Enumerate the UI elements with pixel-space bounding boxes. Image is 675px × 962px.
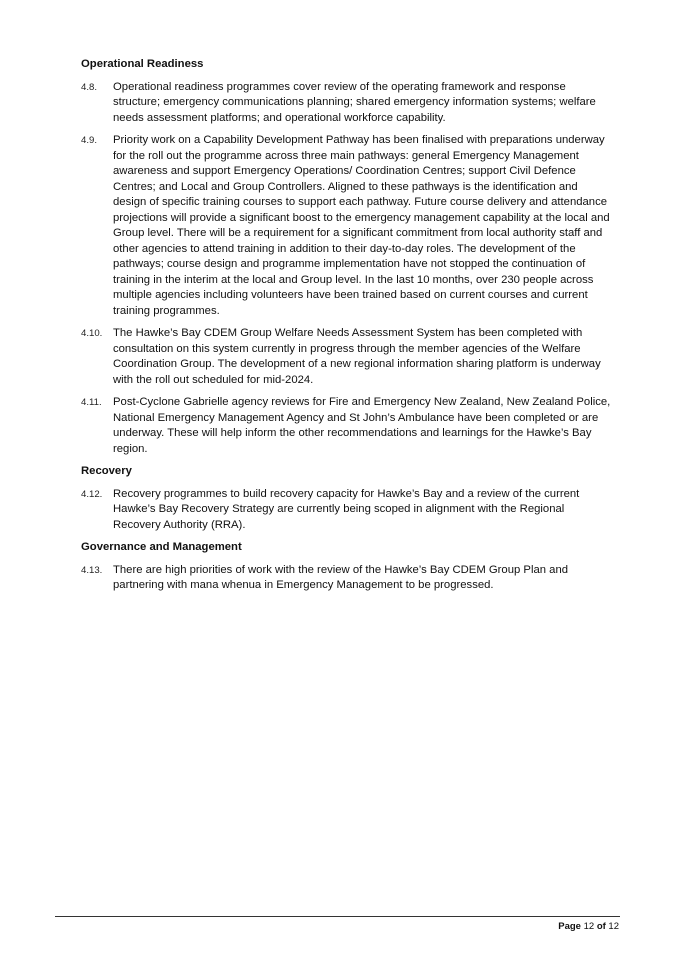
paragraph-text: The Hawke’s Bay CDEM Group Welfare Needs Assessment System has been completed with consultation on this system currently in progress through the member agencies of the Welfare Coordination Group. The development of a new regional information sharing platform is underway with the roll out scheduled for mid-2024. (113, 327, 601, 386)
paragraph-4-10 (81, 326, 613, 388)
paragraph-number: 4.9. (81, 135, 98, 146)
paragraph-number: 4.10. (81, 328, 103, 339)
paragraph-text: Operational readiness programmes cover review of the operating framework and response structure; emergency communications planning; shared emergency information systems; welfare needs assessment platforms; and operational workforce capability. (113, 80, 596, 124)
of-label: of (596, 921, 606, 932)
paragraph-4-11 (81, 395, 613, 457)
paragraph-4-9 (81, 133, 613, 319)
paragraph-text: Recovery programmes to build recovery capacity for Hawke’s Bay and a review of the current Hawke’s Bay Recovery Strategy are currently being scoped in alignment with the Regional Recovery Authority (RRA). (113, 487, 580, 531)
paragraph-number: 4.12. (81, 488, 103, 500)
paragraph-text: Post-Cyclone Gabrielle agency reviews for Fire and Emergency New Zealand, New Zealand Police, National Emergency Management Agency and St John’s Ambulance have been completed or are underway. These will help inform the other recommendations and learnings for the Hawke’s Bay region. (113, 396, 611, 455)
paragraph-4-12 (81, 487, 613, 534)
paragraph-text: Priority work on a Capability Development Pathway has been finalised with preparations underway for the roll out the programme across three main pathways: general Emergency Management awareness and support Emergency Operations/ Coordination Centres; support Civil Defence Centres; and Local and Group Controllers. Aligned to these pathways is the identification and design of specific training courses to support each pathway. Future course delivery and attendance projections will provide a significant boost to the emergency management capability at the local and Group level. There will be a requirement for a significant commitment from local authority staff and other agencies to attend training in addition to their day-to-day roles. The development of the pathways; course design and programme implementation have not stopped the continuation of training in the interim at the local and Group level. In the last 10 months, over 230 people across multiple agencies including volunteers have been trained based on current courses and current training programmes. (113, 134, 610, 317)
footer-divider (55, 916, 620, 917)
page-number: 12 (583, 921, 595, 932)
paragraph-number: 4.13. (81, 564, 103, 576)
paragraph-4-8 (81, 80, 613, 127)
document-body (81, 57, 613, 601)
paragraph-number: 4.8. (81, 81, 98, 93)
section-heading-recovery: Recovery (81, 465, 132, 477)
paragraph-number: 4.11. (81, 397, 102, 408)
section-heading-governance-and-management: Governance and Management (81, 541, 242, 553)
page-total: 12 (608, 921, 619, 932)
page-footer (558, 921, 619, 933)
paragraph-text: There are high priorities of work with the review of the Hawke’s Bay CDEM Group Plan and partnering with mana whenua in Emergency Management to be progressed. (113, 563, 569, 591)
section-heading-operational-readiness: Operational Readiness (81, 58, 204, 70)
paragraph-4-13 (81, 563, 613, 594)
page-label: Page (558, 921, 581, 932)
